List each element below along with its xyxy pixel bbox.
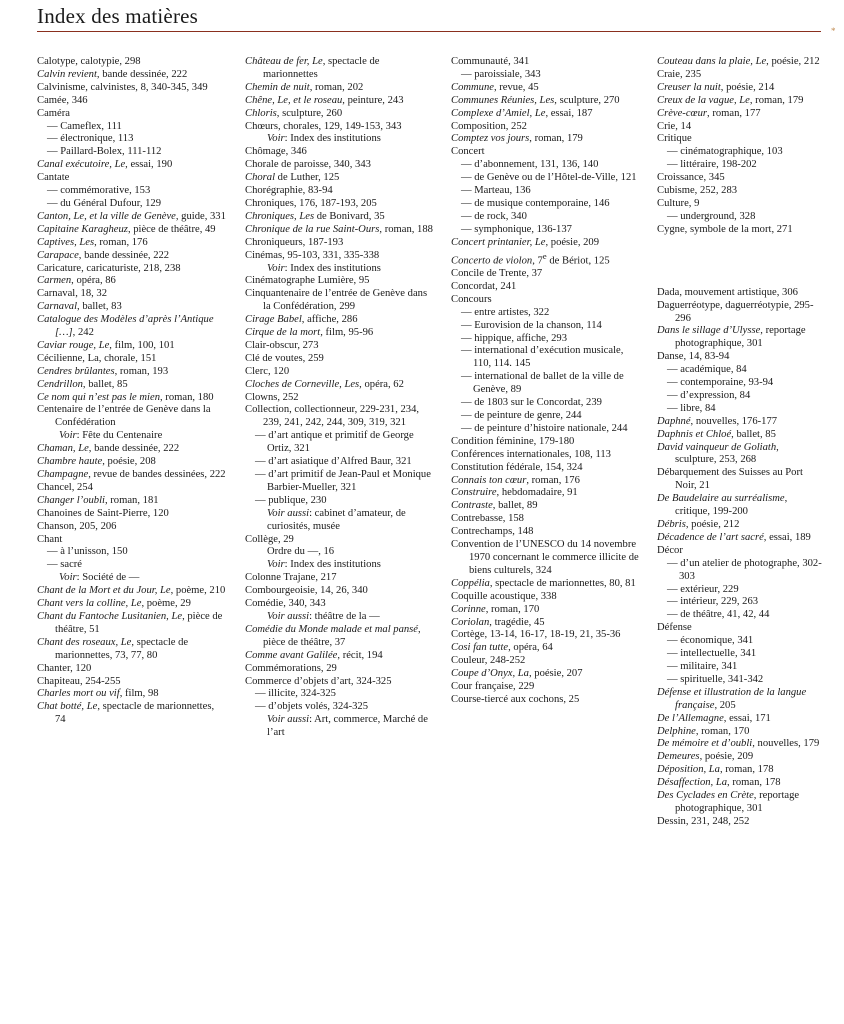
- title-rule: [37, 31, 821, 32]
- index-entry: Communes Réunies, Les, sculpture, 270: [451, 94, 620, 106]
- index-entry: Changer l’oubli, roman, 181: [37, 494, 159, 506]
- index-entry: Charles mort ou vif, film, 98: [37, 688, 159, 700]
- index-entry: Choral de Luther, 125: [245, 172, 340, 184]
- index-entry: Canton, Le, et la ville de Genève, guide, 331: [37, 210, 226, 222]
- index-entry: Carnaval, 18, 32: [37, 288, 108, 300]
- index-entry: Chanson, 205, 206: [37, 520, 117, 532]
- index-entry: — d’objets volés, 324-325: [255, 701, 368, 713]
- index-entry: — paroissiale, 343: [461, 68, 541, 80]
- index-entry: Cinquantenaire de l’entrée de Genève dans la Confédération, 299: [245, 288, 428, 313]
- index-entry: Voir: Société de —: [59, 572, 140, 584]
- index-entry: Demeures, poésie, 209: [657, 751, 754, 763]
- index-column-3: [451, 56, 641, 707]
- index-entry: Déposition, La, roman, 178: [657, 764, 774, 776]
- index-entry: Critique: [657, 133, 692, 145]
- index-entry: Chant de la Mort et du Jour, Le, poème, 210: [37, 585, 226, 597]
- index-entry: Crie, 14: [657, 120, 692, 132]
- index-entry: Voir: Index des institutions: [267, 133, 381, 145]
- index-entry: — de théâtre, 41, 42, 44: [667, 609, 770, 621]
- index-entry: De l’Allemagne, essai, 171: [657, 712, 771, 724]
- index-entry: Coquille acoustique, 338: [451, 590, 557, 602]
- index-entry: Coriolan, tragédie, 45: [451, 616, 545, 628]
- index-entry: Connais ton cœur, roman, 176: [451, 474, 580, 486]
- index-entry: — littéraire, 198-202: [667, 159, 757, 171]
- index-entry: Calotype, calotypie, 298: [37, 56, 141, 67]
- index-entry: Colonne Trajane, 217: [245, 572, 337, 584]
- index-entry: Coppélia, spectacle de marionnettes, 80, 81: [451, 577, 636, 589]
- index-entry: Chancel, 254: [37, 481, 93, 493]
- index-entry: Cosi fan tutte, opéra, 64: [451, 642, 553, 654]
- index-entry: Canal exécutoire, Le, essai, 190: [37, 159, 173, 171]
- index-entry: — académique, 84: [667, 364, 747, 376]
- index-entry: Clowns, 252: [245, 391, 299, 403]
- index-entry: Delphine, roman, 170: [657, 725, 750, 737]
- index-entry: Débris, poésie, 212: [657, 519, 740, 530]
- index-entry: — illicite, 324-325: [255, 688, 336, 700]
- index-entry: Contrebasse, 158: [451, 513, 524, 525]
- index-entry: Chemin de nuit, roman, 202: [245, 81, 364, 93]
- index-entry: Calvin revient, bande dessinée, 222: [37, 68, 188, 80]
- index-column-1: [37, 56, 227, 727]
- page-title: Index des matières: [37, 4, 199, 28]
- index-entry: — international d’exécution musicale, 110, 114. 145: [461, 345, 624, 370]
- index-entry: — d’expression, 84: [667, 389, 751, 401]
- letter-gap: [657, 237, 822, 287]
- index-entry: Chant: [37, 533, 63, 545]
- index-entry: — publique, 230: [255, 494, 327, 506]
- index-column-4: [657, 56, 822, 829]
- index-entry: Commerce d’objets d’art, 324-325: [245, 675, 392, 687]
- index-entry: Chant des roseaux, Le, spectacle de marionnettes, 73, 77, 80: [37, 636, 189, 661]
- index-entry: Chat botté, Le, spectacle de marionnettes, 74: [37, 701, 215, 726]
- index-entry: Cantate: [37, 172, 70, 184]
- index-entry: Voir: Fête du Centenaire: [59, 430, 163, 442]
- index-entry: Commune, revue, 45: [451, 81, 539, 93]
- index-entry: Cendrillon, ballet, 85: [37, 378, 128, 390]
- index-entry: — intellectuelle, 341: [667, 648, 757, 660]
- index-entry: Concordat, 241: [451, 280, 517, 292]
- index-entry: Caricature, caricaturiste, 218, 238: [37, 262, 181, 274]
- index-entry: Voir: Index des institutions: [267, 559, 381, 571]
- index-entry: — militaire, 341: [667, 660, 738, 672]
- index-entry: — spirituelle, 341-342: [667, 673, 764, 685]
- index-entry: Clé de voutes, 259: [245, 352, 324, 364]
- index-entry: Chorégraphie, 83-94: [245, 185, 333, 197]
- index-entry: Centenaire de l’entrée de Genève dans la Confédération: [37, 404, 211, 429]
- index-entry: — de rock, 340: [461, 210, 527, 222]
- index-entry: Caméra: [37, 107, 70, 119]
- index-entry: — international de ballet de la ville de Genève, 89: [461, 371, 624, 396]
- index-entry: Composition, 252: [451, 120, 527, 132]
- index-entry: — Marteau, 136: [461, 185, 531, 197]
- index-entry: Décadence de l’art sacré, essai, 189: [657, 531, 811, 543]
- index-entry: Convention de l’UNESCO du 14 novembre 1970 concernant le commerce illicite de biens culturels, 324: [451, 539, 639, 576]
- index-entry: Voir aussi: cabinet d’amateur, de curiosités, musée: [267, 507, 406, 532]
- index-entry: Chanoines de Saint-Pierre, 120: [37, 507, 169, 519]
- index-entry: Carmen, opéra, 86: [37, 275, 116, 287]
- index-entry: Chronique de la rue Saint-Ours, roman, 188: [245, 223, 433, 235]
- index-entry: Chômage, 346: [245, 146, 307, 158]
- index-entry: — de peinture d’histoire nationale, 244: [461, 422, 628, 434]
- index-column-2: [245, 56, 435, 740]
- index-entry: Cygne, symbole de la mort, 271: [657, 223, 793, 235]
- index-entry: — contemporaine, 93-94: [667, 377, 774, 389]
- index-entry: — symphonique, 136-137: [461, 223, 572, 235]
- index-entry: Clair-obscur, 273: [245, 339, 319, 351]
- index-entry: Coupe d’Onyx, La, poésie, 207: [451, 668, 583, 680]
- index-entry: Catalogue des Modèles d’après l’Antique […], 242: [37, 314, 214, 339]
- index-entry: Dada, mouvement artistique, 306: [657, 286, 798, 298]
- index-entry: Chant du Fantoche Lusitanien, Le, pièce de théâtre, 51: [37, 610, 223, 635]
- index-entry: Ce nom qui n’est pas le mien, roman, 180: [37, 391, 214, 403]
- index-entry: Ordre du —, 16: [267, 546, 335, 558]
- index-entry: Cortège, 13-14, 16-17, 18-19, 21, 35-36: [451, 629, 621, 641]
- index-entry: Concile de Trente, 37: [451, 268, 543, 280]
- index-entry: — d’art asiatique d’Alfred Baur, 321: [255, 456, 412, 468]
- index-entry: Voir aussi: Art, commerce, Marché de l’art: [267, 714, 428, 739]
- index-entry: Construire, hebdomadaire, 91: [451, 487, 578, 499]
- index-entry: — entre artistes, 322: [461, 306, 550, 318]
- index-entry: Chœurs, chorales, 129, 149-153, 343: [245, 120, 402, 132]
- index-entry: — hippique, affiche, 293: [461, 332, 568, 344]
- index-entry: Cloches de Corneville, Les, opéra, 62: [245, 378, 404, 390]
- index-entry: Couteau dans la plaie, Le, poésie, 212: [657, 56, 820, 67]
- index-entry: Chêne, Le, et le roseau, peinture, 243: [245, 94, 404, 106]
- index-entry: Château de fer, Le, spectacle de marionnettes: [245, 56, 380, 80]
- index-entry: Défense: [657, 622, 692, 634]
- index-entry: Dessin, 231, 248, 252: [657, 815, 750, 827]
- index-entry: — cinématographique, 103: [667, 146, 783, 158]
- index-entry: Voir aussi: théâtre de la —: [267, 610, 380, 622]
- index-entry: Couleur, 248-252: [451, 655, 526, 667]
- index-entry: Champagne, revue de bandes dessinées, 222: [37, 469, 226, 480]
- index-entry: De mémoire et d’oubli, nouvelles, 179: [657, 738, 820, 750]
- index-entry: Chant vers la colline, Le, poème, 29: [37, 598, 191, 610]
- index-entry: — extérieur, 229: [667, 583, 739, 595]
- index-entry: Calvinisme, calvinistes, 8, 340-345, 349: [37, 81, 208, 93]
- index-entry: Cour française, 229: [451, 681, 535, 693]
- index-entry: Comptez vos jours, roman, 179: [451, 133, 583, 145]
- index-entry: Concerto de violon, 7e de Bériot, 125: [451, 250, 610, 267]
- index-entry: Danse, 14, 83-94: [657, 351, 730, 363]
- index-entry: Creux de la vague, Le, roman, 179: [657, 94, 804, 106]
- index-entry: Chaman, Le, bande dessinée, 222: [37, 443, 180, 455]
- index-entry: Comme avant Galilée, récit, 194: [245, 649, 383, 661]
- index-entry: Daguerréotype, daguerréotypie, 295-296: [657, 299, 814, 324]
- index-entry: Course-tiercé aux cochons, 25: [451, 693, 580, 705]
- index-entry: Crève-cœur, roman, 177: [657, 107, 761, 119]
- index-entry: Collège, 29: [245, 533, 294, 545]
- index-entry: Débarquement des Suisses au Port Noir, 21: [657, 467, 803, 492]
- index-entry: — d’un atelier de photographe, 302-303: [667, 557, 822, 582]
- index-entry: Cécilienne, La, chorale, 151: [37, 352, 157, 364]
- index-entry: Concert printanier, Le, poésie, 209: [451, 236, 600, 248]
- index-entry: Cinémas, 95-103, 331, 335-338: [245, 249, 380, 261]
- index-entry: — d’abonnement, 131, 136, 140: [461, 159, 599, 171]
- index-entry: — Paillard-Bolex, 111-112: [47, 146, 162, 158]
- index-entry: Captives, Les, roman, 176: [37, 236, 148, 248]
- index-entry: Comédie, 340, 343: [245, 598, 326, 610]
- index-entry: Désaffection, La, roman, 178: [657, 777, 781, 789]
- index-entry: Concours: [451, 293, 492, 305]
- index-entry: — Eurovision de la chanson, 114: [461, 319, 602, 331]
- index-entry: Concert: [451, 146, 485, 158]
- index-entry: — underground, 328: [667, 210, 756, 222]
- index-entry: — économique, 341: [667, 635, 754, 647]
- index-entry: Des Cyclades en Crète, reportage photographique, 301: [657, 790, 800, 814]
- index-entry: — sacré: [47, 559, 82, 571]
- index-entry: Culture, 9: [657, 197, 700, 209]
- index-entry: — commémorative, 153: [47, 185, 151, 197]
- index-entry: Daphnis et Chloé, ballet, 85: [657, 428, 776, 440]
- index-entry: Complexe d’Amiel, Le, essai, 187: [451, 107, 593, 119]
- index-entry: Capitaine Karagheuz, pièce de théâtre, 49: [37, 223, 216, 235]
- index-entry: Commémorations, 29: [245, 662, 337, 674]
- index-entry: Craie, 235: [657, 68, 702, 80]
- index-entry: Chambre haute, poésie, 208: [37, 456, 156, 468]
- index-entry: Croissance, 345: [657, 172, 725, 184]
- index-entry: — d’art primitif de Jean-Paul et Monique Barbier-Mueller, 321: [255, 469, 431, 493]
- index-entry: Camée, 346: [37, 94, 88, 106]
- index-entry: — intérieur, 229, 263: [667, 596, 759, 608]
- index-entry: — de musique contemporaine, 146: [461, 197, 610, 209]
- index-entry: Chloris, sculpture, 260: [245, 107, 343, 119]
- index-entry: Collection, collectionneur, 229-231, 234, 239, 241, 242, 244, 309, 319, 321: [245, 404, 420, 429]
- index-entry: Chorale de paroisse, 340, 343: [245, 159, 371, 171]
- index-entry: Comédie du Monde malade et mal pansé, pièce de théâtre, 37: [245, 623, 421, 648]
- index-entry: Chroniques, Les de Bonivard, 35: [245, 210, 385, 222]
- index-entry: Daphné, nouvelles, 176-177: [657, 415, 778, 427]
- index-entry: Chapiteau, 254-255: [37, 675, 121, 687]
- index-entry: — de Genève ou de l’Hôtel-de-Ville, 121: [461, 172, 637, 184]
- corner-mark: *: [831, 26, 836, 36]
- index-entry: Cirage Babel, affiche, 286: [245, 314, 358, 326]
- index-entry: Carapace, bande dessinée, 222: [37, 249, 170, 261]
- index-entry: De Baudelaire au surréalisme, critique, 199-200: [657, 493, 788, 518]
- index-entry: — de peinture de genre, 244: [461, 410, 582, 421]
- index-entry: — d’art antique et primitif de George Ortiz, 321: [255, 430, 414, 455]
- index-entry: Cendres brûlantes, roman, 193: [37, 365, 169, 377]
- index-entry: Défense et illustration de la langue française, 205: [657, 686, 807, 711]
- index-entry: Dans le sillage d’Ulysse, reportage photographique, 301: [657, 325, 806, 350]
- index-entry: Corinne, roman, 170: [451, 603, 540, 615]
- index-entry: — de 1803 sur le Concordat, 239: [461, 397, 602, 409]
- index-entry: Cubisme, 252, 283: [657, 185, 738, 197]
- index-entry: Cinématographe Lumière, 95: [245, 275, 370, 287]
- index-entry: Condition féminine, 179-180: [451, 435, 575, 447]
- index-entry: — électronique, 113: [47, 133, 134, 145]
- index-entry: — libre, 84: [667, 402, 716, 414]
- index-entry: Creuser la nuit, poésie, 214: [657, 81, 775, 93]
- index-entry: — Cameflex, 111: [47, 120, 122, 132]
- index-entry: Carnaval, ballet, 83: [37, 301, 122, 313]
- index-entry: Communauté, 341: [451, 56, 530, 67]
- index-entry: — à l’unisson, 150: [47, 546, 128, 558]
- index-entry: Voir: Index des institutions: [267, 262, 381, 274]
- index-entry: Contraste, ballet, 89: [451, 500, 538, 512]
- index-entry: Combourgeoisie, 14, 26, 340: [245, 585, 368, 597]
- index-entry: Contrechamps, 148: [451, 526, 534, 538]
- index-entry: Caviar rouge, Le, film, 100, 101: [37, 339, 175, 351]
- index-entry: Clerc, 120: [245, 365, 290, 377]
- index-entry: Chroniqueurs, 187-193: [245, 236, 344, 248]
- index-entry: Chroniques, 176, 187-193, 205: [245, 197, 377, 209]
- index-entry: Cirque de la mort, film, 95-96: [245, 327, 374, 339]
- index-entry: Constitution fédérale, 154, 324: [451, 461, 583, 473]
- index-entry: — du Général Dufour, 129: [47, 197, 162, 209]
- index-entry: David vainqueur de Goliath, sculpture, 253, 268: [657, 441, 779, 466]
- index-entry: Décor: [657, 544, 683, 556]
- index-entry: Conférences internationales, 108, 113: [451, 448, 611, 460]
- index-entry: Chanter, 120: [37, 662, 92, 674]
